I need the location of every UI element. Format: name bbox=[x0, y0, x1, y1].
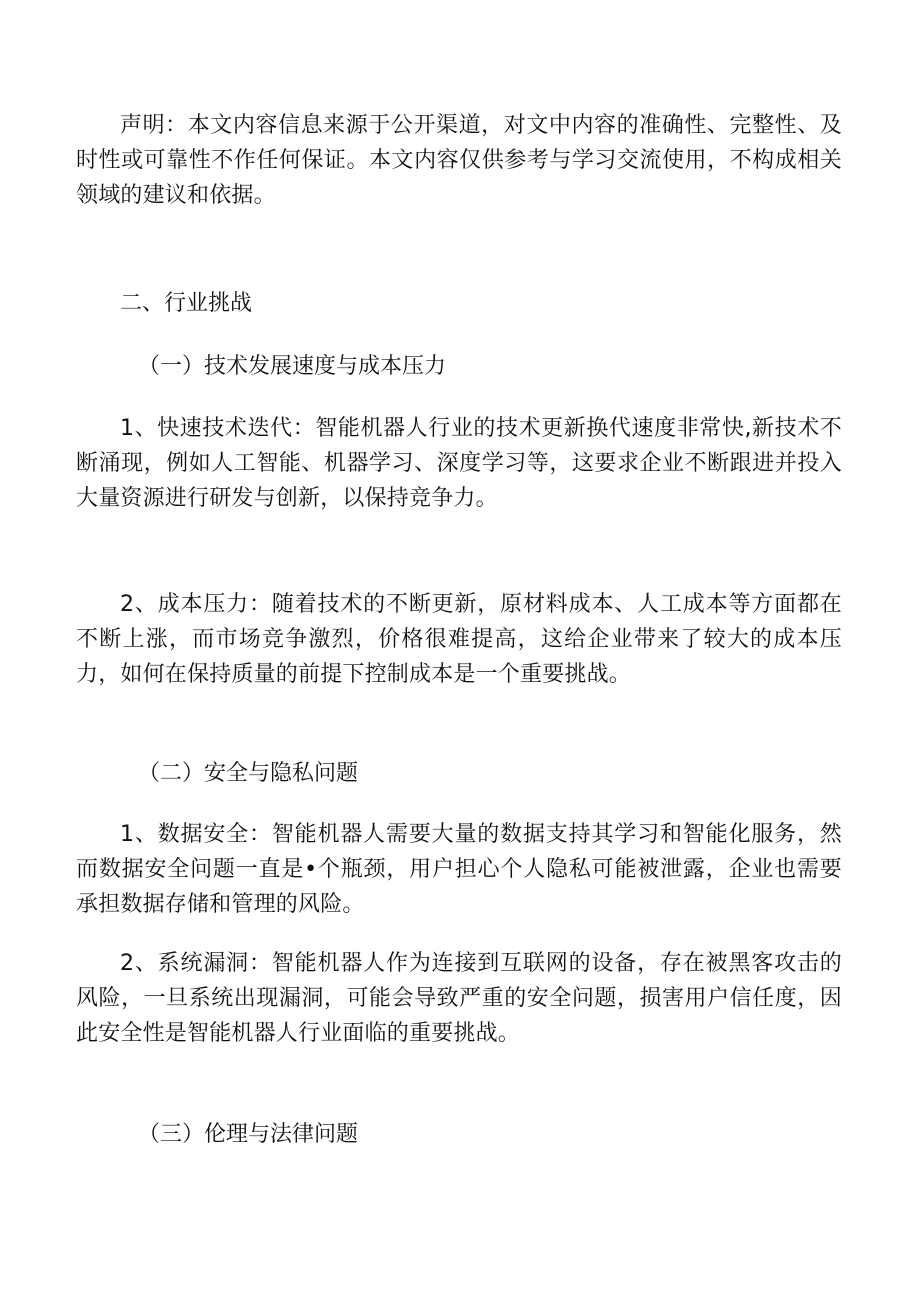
section-title: 二、行业挑战 bbox=[120, 291, 253, 316]
subsection-title-1: （一）技术发展速度与成本压力 bbox=[138, 354, 447, 379]
disclaimer-paragraph: 声明：本文内容信息来源于公开渠道，对文中内容的准确性、完整性、及时性或可靠性不作任何保证。本文内容仅供参考与学习交流使用，不构成相关领域的建议和依据。 bbox=[76, 113, 842, 208]
paragraph-system-vulnerability: 2、系统漏洞：智能机器人作为连接到互联网的设备，存在被黑客攻击的风险，一旦系统出现漏洞，可能会导致严重的安全问题，损害用户信任度，因此安全性是智能机器人行业面临的重要挑战。 bbox=[76, 951, 842, 1046]
subsection-title-2: （二）安全与隐私问题 bbox=[138, 761, 359, 786]
subsection-title-3: （三）伦理与法律问题 bbox=[138, 1122, 359, 1147]
paragraph-rapid-iteration: 1、快速技术迭代：智能机器人行业的技术更新换代速度非常快,新技术不断涌现，例如人工智能、机器学习、深度学习等，这要求企业不断跟进并投入大量资源进行研发与创新，以保持竞争力。 bbox=[76, 416, 842, 511]
paragraph-data-security: 1、数据安全：智能机器人需要大量的数据支持其学习和智能化服务，然而数据安全问题一直是•个瓶颈，用户担心个人隐私可能被泄露，企业也需要承担数据存储和管理的风险。 bbox=[76, 822, 842, 917]
paragraph-cost-pressure: 2、成本压力：随着技术的不断更新，原材料成本、人工成本等方面都在不断上涨，而市场竞争激烈，价格很难提高，这给企业带来了较大的成本压力，如何在保持质量的前提下控制成本是一个重要挑战。 bbox=[76, 592, 842, 687]
